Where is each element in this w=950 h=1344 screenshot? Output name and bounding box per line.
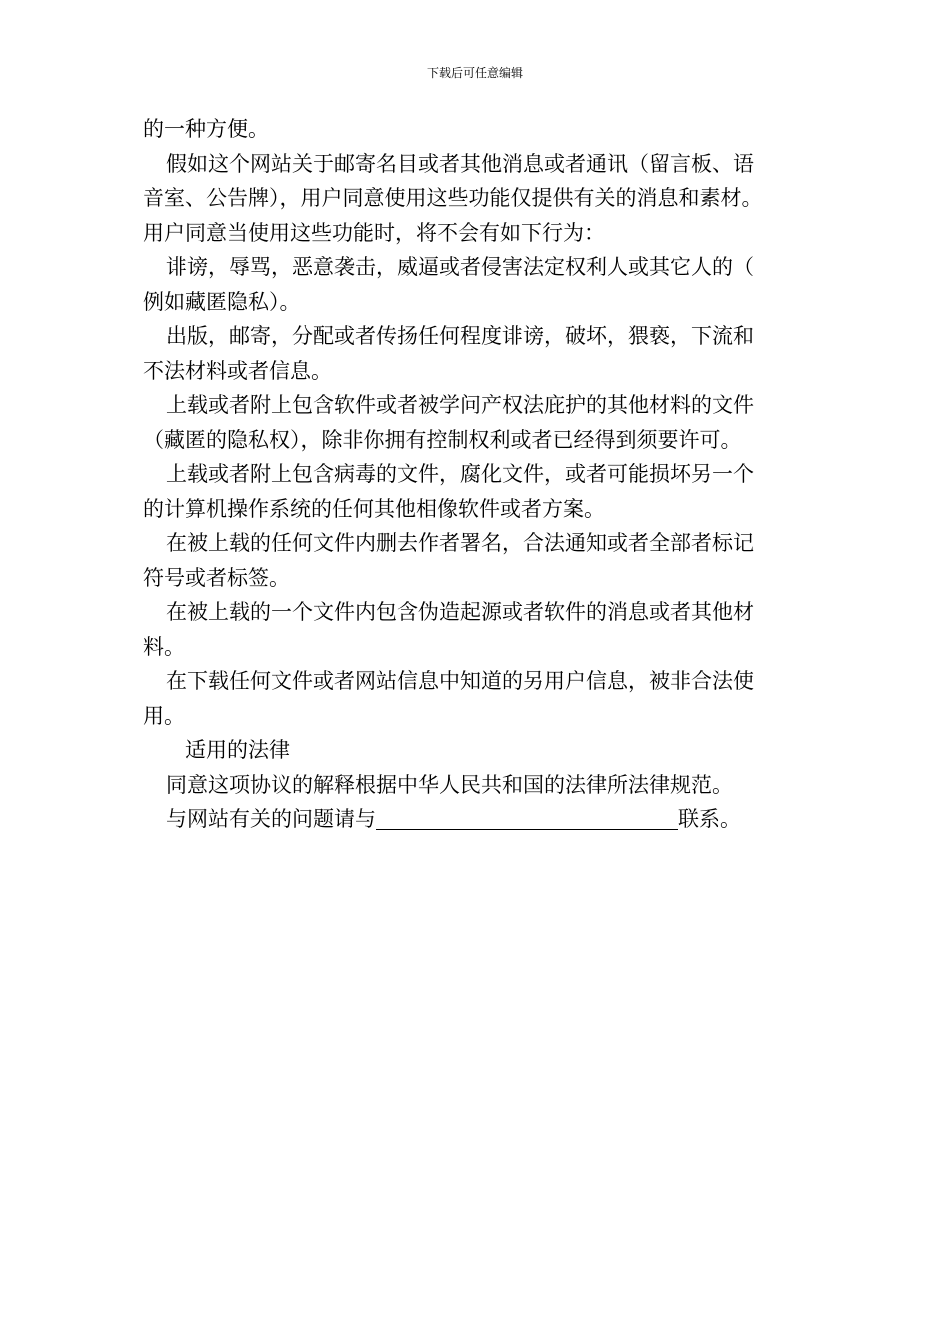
text-line: 上载或者附上包含软件或者被学问产权法庇护的其他材料的文件	[166, 393, 754, 417]
text-line: 诽谤，辱骂，恶意袭击，威逼或者侵害法定权利人或其它人的（	[166, 255, 754, 279]
text-line: 上载或者附上包含病毒的文件，腐化文件，或者可能损坏另一个	[166, 462, 754, 486]
text-line: 不法材料或者信息。	[143, 358, 332, 383]
text-line: 音室、公告牌），用户同意使用这些功能仅提供有关的消息和素材。	[143, 186, 763, 210]
text-line: 在下载任何文件或者网站信息中知道的另用户信息，被非合法使	[166, 669, 754, 693]
text-line: 同意这项协议的解释根据中华人民共和国的法律所法律规范。	[166, 772, 733, 797]
text-line: （藏匿的隐私权），除非你拥有控制权利或者已经得到须要许可。	[143, 427, 742, 452]
text-line: 用。	[143, 703, 185, 728]
text-line: 出版，邮寄，分配或者传扬任何程度诽谤，破坏，猥亵，下流和	[166, 324, 754, 348]
text-line: 的一种方便。	[143, 117, 269, 141]
text-line: 的计算机操作系统的任何其他相像软件或者方案。	[143, 496, 605, 521]
page-header: 下载后可任意编辑	[426, 66, 523, 80]
text-line: 料。	[143, 634, 185, 659]
contact-prefix: 与网站有关的问题请与	[166, 807, 376, 831]
text-line: 例如藏匿隐私）。	[143, 289, 301, 314]
document-body	[143, 112, 808, 837]
text-line: 假如这个网站关于邮寄名目或者其他消息或者通讯（留言板、语	[166, 151, 754, 176]
text-line: 符号或者标签。	[143, 565, 290, 590]
contact-suffix: 联系。	[678, 807, 741, 831]
text-line: 用户同意当使用这些功能时，将不会有如下行为：	[143, 220, 605, 245]
text-line: 在被上载的任何文件内删去作者署名，合法通知或者全部者标记	[166, 531, 754, 555]
contact-blank-underline	[376, 807, 678, 830]
text-line: 在被上载的一个文件内包含伪造起源或者软件的消息或者其他材	[166, 600, 754, 624]
section-heading: 适用的法律	[185, 738, 290, 762]
contact-line	[143, 802, 808, 837]
